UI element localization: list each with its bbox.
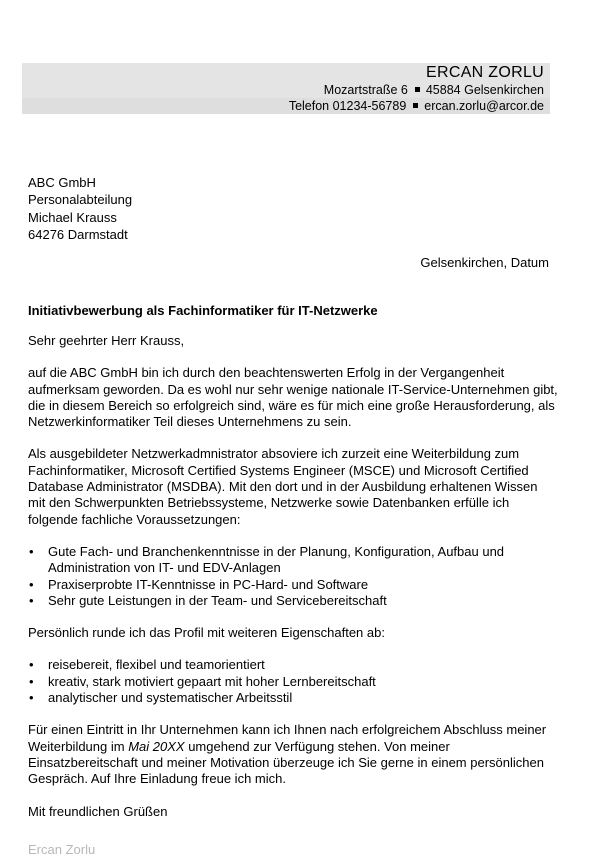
bullet-icon: • [29, 543, 34, 559]
list-item-text: Gute Fach- und Branchenkenntnisse in der Planung, Konfiguration, Aufbau und Administration von IT- und EDV-Anlagen [48, 543, 505, 576]
list-item [28, 577, 558, 593]
sender-street: Mozartstraße 6 [323, 83, 408, 97]
list-item-text: Sehr gute Leistungen in der Team- und Servicebereitschaft [48, 592, 387, 608]
paragraph-availability [28, 722, 558, 787]
signature-name: Ercan Zorlu [28, 842, 96, 857]
list-item-text: analytischer und systematischer Arbeitsstil [48, 690, 293, 706]
square-bullet-icon [415, 87, 420, 92]
paragraph-traits-intro: Persönlich runde ich das Profil mit weiteren Eigenschaften ab: [28, 625, 385, 641]
bullet-icon: • [29, 690, 34, 706]
bullet-icon: • [29, 657, 34, 673]
recipient-company: ABC GmbH [28, 175, 96, 190]
square-bullet-icon [413, 103, 418, 108]
traits-list [28, 657, 558, 706]
recipient-city: 64276 Darmstadt [28, 226, 128, 242]
sender-name: ERCAN ZORLU [22, 63, 550, 82]
paragraph-qualification: Als ausgebildeter Netzwerkadmnistrator absoviere ich zurzeit eine Weiterbildung zum Fachinformatiker, Microsoft Certified Systems Engineer (MSCE) und Microsoft Certified Database Administrator (MSDBA). Mit den dort und in der Ausbildung erhaltenen Wissen mit den Schwerpunkten Betriebssysteme, Netzwerke sowie Datenbanken erfülle ich folgende fachliche Voraussetzungen: [28, 446, 538, 527]
list-item [28, 674, 558, 690]
bullet-icon: • [29, 592, 34, 608]
list-item-text: Praxiserprobte IT-Kenntnisse in PC-Hard- und Software [48, 576, 369, 592]
paragraph-motivation: auf die ABC GmbH bin ich durch den beachtenswerten Erfolg in der Vergangenheit aufmerksam geworden. Da es wohl nur sehr wenige nationale IT-Service-Unternehmen gibt, die in diesem Bereich so erfolgreich sind, wäre es für mich eine große Herausforderung, als Netzwerkinformatiker Teil dieses Unternehmens zu sein. [28, 365, 558, 430]
list-item [28, 593, 558, 609]
recipient-person: Michael Krauss [28, 209, 117, 225]
qualifications-list [28, 544, 558, 609]
letterhead [22, 63, 550, 114]
availability-date: Mai 20XX [128, 738, 185, 754]
list-item-text: kreativ, stark motiviert gepaart mit hoher Lernbereitschaft [48, 673, 376, 689]
date-line: Gelsenkirchen, Datum [420, 255, 549, 270]
closing: Mit freundlichen Grüßen [28, 803, 168, 819]
availability-text: Für einen Eintritt in Ihr Unternehmen kann ich Ihnen nach erfolgreichem Abschluss meiner Weiterbildung im [28, 722, 547, 754]
sender-phone: Telefon 01234-56789 [288, 99, 407, 113]
bullet-icon: • [29, 576, 34, 592]
subject-line: Initiativbewerbung als Fachinformatiker für IT-Netzwerke [28, 303, 378, 318]
recipient-address [28, 174, 132, 243]
sender-city: 45884 Gelsenkirchen [425, 83, 544, 97]
sender-address [22, 82, 550, 98]
availability-text-end: umgehend zur Verfügung stehen. Von meiner Einsatzbereitschaft und meiner Motivation überzeuge ich Sie gerne in einem persönlichen Gespräch. Auf Ihre Einladung freue ich mich. [28, 738, 544, 787]
salutation: Sehr geehrter Herr Krauss, [28, 333, 185, 348]
list-item [28, 690, 558, 706]
recipient-department: Personalabteilung [28, 192, 133, 208]
bullet-icon: • [29, 673, 34, 689]
list-item [28, 657, 558, 673]
sender-email: ercan.zorlu@arcor.de [424, 99, 544, 113]
letter-body [28, 333, 558, 836]
list-item [28, 544, 558, 577]
sender-contact [22, 98, 550, 114]
list-item-text: reisebereit, flexibel und teamorientiert [48, 657, 265, 673]
